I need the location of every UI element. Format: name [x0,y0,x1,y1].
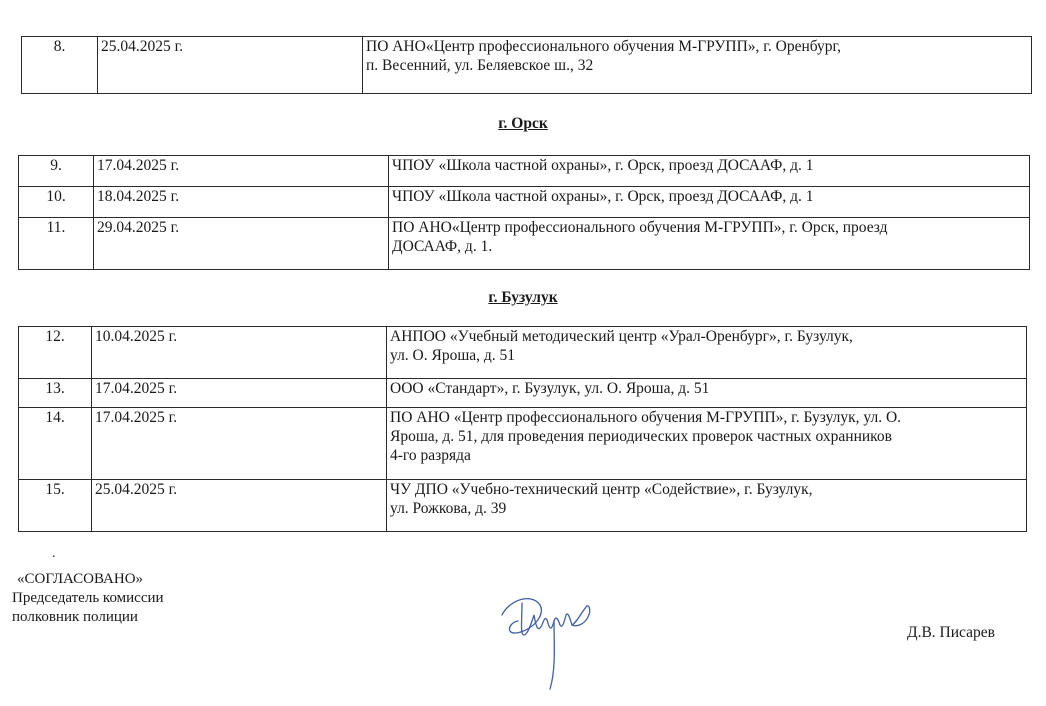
place-line: ПО АНО«Центр профессионального обучения М-ГРУПП», г. Оренбург, [366,38,842,55]
place-line: ПО АНО «Центр профессионального обучения М-ГРУПП», г. Бузулук, ул. О. [390,409,902,426]
row-place [387,327,1027,379]
row-date: 29.04.2025 г. [94,218,389,270]
place-line: 4-го разряда [390,447,471,464]
table-row [19,480,1027,532]
row-place [363,37,1032,94]
row-number: 14. [19,408,92,480]
table-row [19,218,1030,270]
row-number: 11. [19,218,94,270]
place-line: ЧУ ДПО «Учебно-технический центр «Содействие», г. Бузулук, [390,481,813,498]
approval-title: «СОГЛАСОВАНО» [17,571,144,587]
schedule-table-orenburg [21,36,1032,94]
signer-name: Д.В. Писарев [907,624,995,641]
approval-position: Председатель комиссии [12,590,164,606]
approval-block [12,570,164,627]
row-place [389,156,1030,187]
table-row [19,327,1027,379]
row-number: 13. [19,379,92,408]
place-line: п. Весенний, ул. Беляевское ш., 32 [366,57,594,74]
place-line: Яроша, д. 51, для проведения периодических проверок частных охранников [390,428,892,445]
city-heading-buzuluk: г. Бузулук [488,289,558,306]
row-number: 15. [19,480,92,532]
row-number: 12. [19,327,92,379]
table-row [19,379,1027,408]
row-date: 17.04.2025 г. [92,379,387,408]
table-row [19,156,1030,187]
row-place [387,379,1027,408]
schedule-table-buzuluk [18,326,1027,532]
schedule-table-orsk [18,155,1030,270]
row-date: 25.04.2025 г. [92,480,387,532]
row-place [389,187,1030,218]
row-place [387,408,1027,480]
place-line: ООО «Стандарт», г. Бузулук, ул. О. Яроша, д. 51 [390,380,710,397]
place-line: ЧПОУ «Школа частной охраны», г. Орск, проезд ДОСААФ, д. 1 [392,188,814,205]
row-place [389,218,1030,270]
approval-rank: полковник полиции [12,609,138,625]
table-row [22,37,1032,94]
row-date: 18.04.2025 г. [94,187,389,218]
place-line: ПО АНО«Центр профессионального обучения М-ГРУПП», г. Орск, проезд [392,219,888,236]
row-number: 9. [19,156,94,187]
table-row [19,187,1030,218]
place-line: ул. О. Яроша, д. 51 [390,347,516,364]
place-line: ул. Рожкова, д. 39 [390,500,507,517]
city-heading-orsk: г. Орск [498,115,548,132]
row-number: 8. [22,37,98,94]
place-line: АНПОО «Учебный методический центр «Урал-Оренбург», г. Бузулук, [390,328,853,345]
row-date: 17.04.2025 г. [92,408,387,480]
place-line: ДОСААФ, д. 1. [392,238,493,255]
row-place [387,480,1027,532]
row-date: 25.04.2025 г. [98,37,363,94]
stray-dot: . [52,546,56,561]
place-line: ЧПОУ «Школа частной охраны», г. Орск, проезд ДОСААФ, д. 1 [392,157,814,174]
row-number: 10. [19,187,94,218]
table-row [19,408,1027,480]
handwritten-signature [492,585,602,695]
row-date: 17.04.2025 г. [94,156,389,187]
row-date: 10.04.2025 г. [92,327,387,379]
